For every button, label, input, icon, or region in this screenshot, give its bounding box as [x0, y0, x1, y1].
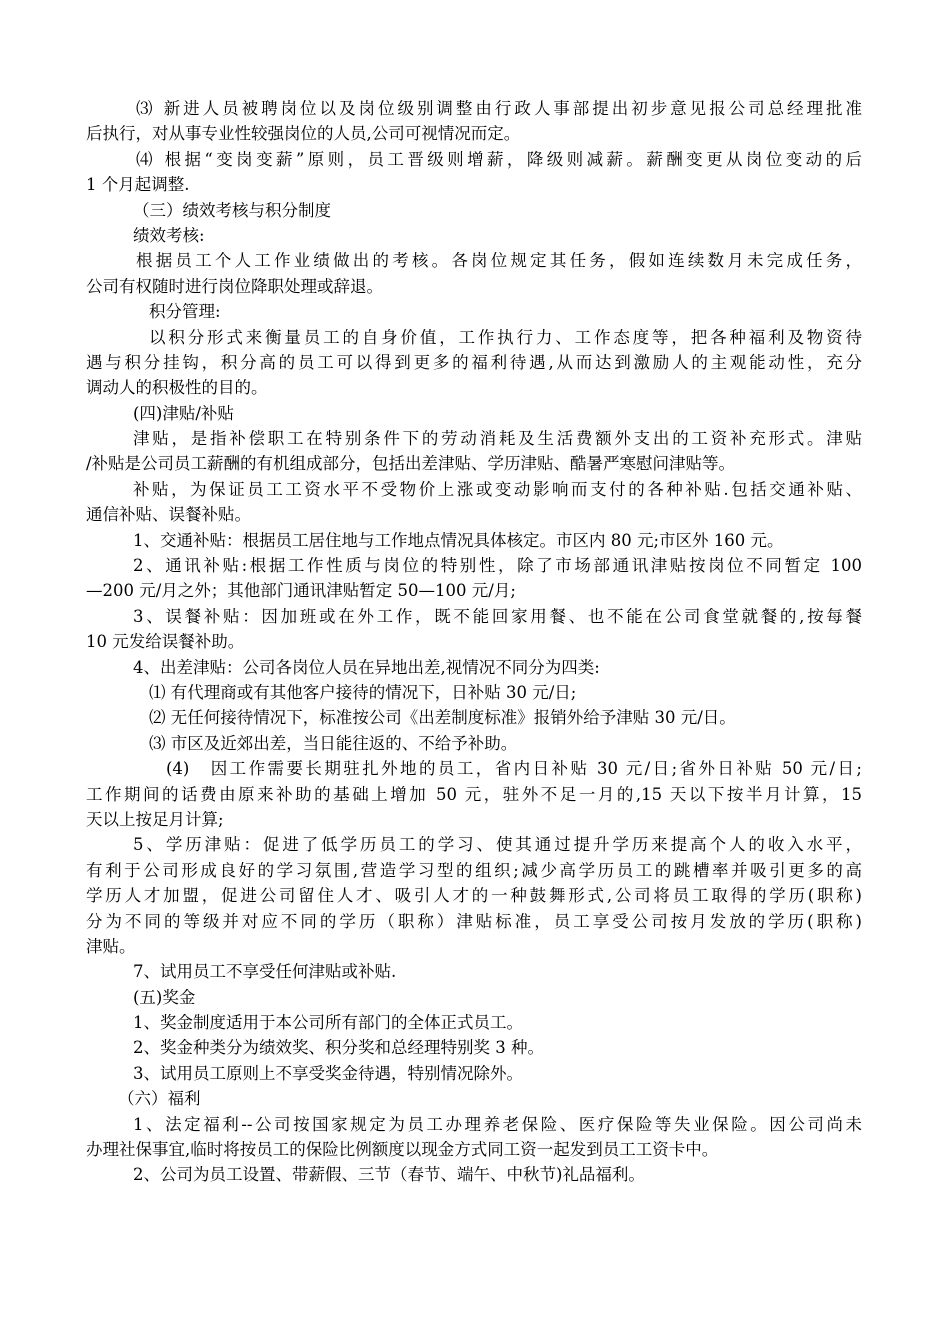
text-line: 7、试用员工不享受任何津贴或补贴. [133, 962, 397, 982]
text-line: 通信补贴、误餐补贴。 [86, 505, 251, 525]
text-line: 工作期间的话费由原来补助的基础上增加 50 元，驻外不足一月的,15 天以下按半月计算，15 [86, 784, 862, 804]
text-line: 津贴。 [86, 936, 136, 956]
text-line: (4) 因工作需要长期驻扎外地的员工，省内日补贴 30 元/日;省外日补贴 50 元/日; [166, 759, 862, 779]
text-line: 1、奖金制度适用于本公司所有部门的全体正式员工。 [133, 1013, 523, 1033]
text-line: 补贴，为保证员工工资水平不受物价上涨或变动影响而支付的各种补贴.包括交通补贴、 [133, 479, 862, 499]
text-line: 1、交通补贴：根据员工居住地与工作地点情况具体核定。市区内 80 元;市区外 160 元。 [133, 530, 784, 550]
text-line: 3、试用员工原则上不享受奖金待遇，特别情况除外。 [133, 1063, 523, 1083]
text-line: 积分管理: [149, 302, 221, 322]
text-line: 1 个月起调整. [86, 175, 190, 195]
text-line: 以积分形式来衡量员工的自身价值，工作执行力、工作态度等，把各种福利及物资待 [149, 327, 862, 347]
text-line: （六）福利 [118, 1089, 201, 1109]
text-line: 学历人才加盟，促进公司留住人才、吸引人才的一种鼓舞形式,公司将员工取得的学历(职称) [86, 886, 862, 906]
text-line: 分为不同的等级并对应不同的学历（职称）津贴标准，员工享受公司按月发放的学历(职称) [86, 911, 862, 931]
text-line: (四)津贴/补贴 [133, 403, 234, 423]
text-line: 公司有权随时进行岗位降职处理或辞退。 [86, 276, 383, 296]
text-line: 绩效考核: [133, 225, 205, 245]
text-line: ⑵ 无任何接待情况下，标准按公司《出差制度标准》报销外给予津贴 30 元/日。 [149, 708, 736, 728]
text-line: 后执行，对从事专业性较强岗位的人员,公司可视情况而定。 [86, 124, 521, 144]
text-line: /补贴是公司员工薪酬的有机组成部分，包括出差津贴、学历津贴、酷暑严寒慰问津贴等。 [86, 454, 736, 474]
text-line: 天以上按足月计算; [86, 809, 224, 829]
text-line: 遇与积分挂钩，积分高的员工可以得到更多的福利待遇,从而达到激励人的主观能动性，充分 [86, 352, 862, 372]
document-body [86, 96, 862, 1188]
text-line: 津贴，是指补偿职工在特别条件下的劳动消耗及生活费额外支出的工资补充形式。津贴 [133, 429, 862, 449]
text-line: 4、出差津贴：公司各岗位人员在异地出差,视情况不同分为四类: [133, 657, 600, 677]
text-line: 5、学历津贴：促进了低学历员工的学习、使其通过提升学历来提高个人的收入水平， [133, 835, 862, 855]
text-line: 2、公司为员工设置、带薪假、三节（春节、端午、中秋节)礼品福利。 [133, 1165, 645, 1185]
text-line: 2、通讯补贴:根据工作性质与岗位的特别性，除了市场部通讯津贴按岗位不同暂定 100 [133, 556, 862, 576]
text-line: 10 元发给误餐补助。 [86, 632, 245, 652]
text-line: (五)奖金 [133, 987, 196, 1007]
text-line: 1、法定福利--公司按国家规定为员工办理养老保险、医疗保险等失业保险。因公司尚未 [133, 1114, 862, 1134]
text-line: ⑶ 新进人员被聘岗位以及岗位级别调整由行政人事部提出初步意见报公司总经理批准 [136, 99, 862, 118]
text-line: —200 元/月之外；其他部门通讯津贴暂定 50—100 元/月; [86, 581, 516, 601]
text-line: ⑷ 根据“变岗变薪”原则，员工晋级则增薪，降级则减薪。薪酬变更从岗位变动的后 [136, 149, 862, 169]
text-line: 调动人的积极性的目的。 [86, 378, 268, 398]
text-line: 有利于公司形成良好的学习氛围,营造学习型的组织;减少高学历员工的跳槽率并吸引更多的高 [86, 860, 862, 880]
text-line: ⑴ 有代理商或有其他客户接待的情况下，日补贴 30 元/日; [149, 682, 577, 702]
text-line: 2、奖金种类分为绩效奖、积分奖和总经理特别奖 3 种。 [133, 1038, 544, 1058]
text-line: （三）绩效考核与积分制度 [133, 200, 331, 220]
text-line: 3、误餐补贴：因加班或在外工作，既不能回家用餐、也不能在公司食堂就餐的,按每餐 [133, 606, 862, 626]
text-line: 根据员工个人工作业绩做出的考核。各岗位规定其任务，假如连续数月未完成任务， [136, 251, 862, 271]
text-line: 办理社保事宜,临时将按员工的保险比例额度以现金方式同工资一起发到员工工资卡中。 [86, 1140, 719, 1160]
text-line: ⑶ 市区及近郊出差，当日能往返的、不给予补助。 [149, 733, 518, 753]
